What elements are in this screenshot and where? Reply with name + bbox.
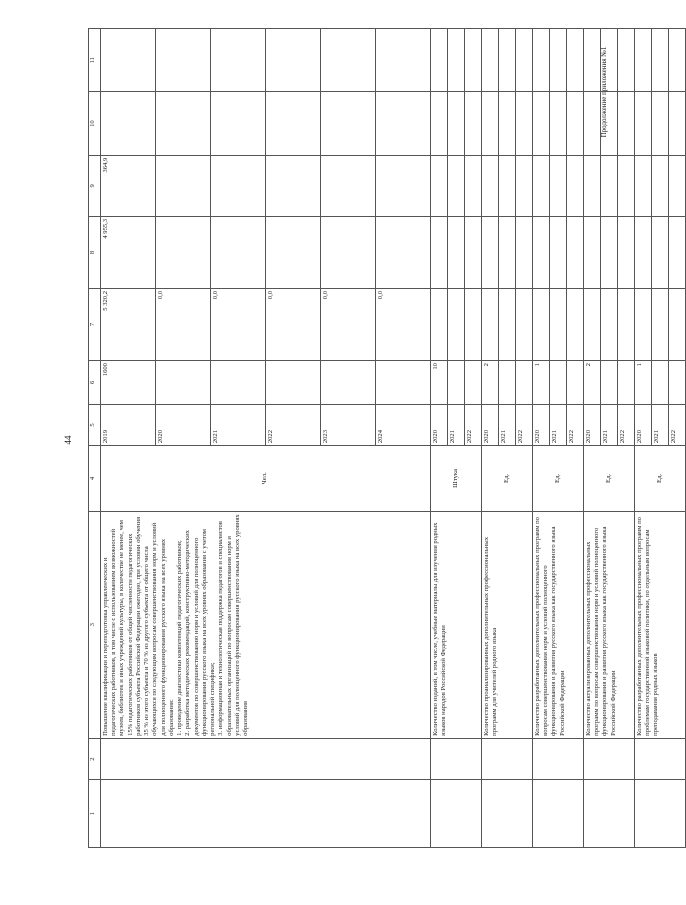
value-cell [448, 216, 465, 288]
value-cell [431, 155, 448, 216]
value-cell [533, 216, 550, 288]
indicator-text: Количество разработанных дополнительных профессиональных программ по вопросам совершенствования норм и условий полноценного функционирования и развития русского языка как государственного языка Российской Федерации [533, 511, 584, 738]
year-cell: 2021 [211, 404, 266, 445]
value-cell [266, 361, 321, 405]
value-cell [652, 29, 669, 92]
value-cell [101, 29, 156, 92]
value-cell [618, 29, 635, 92]
indicator-text: Количество актуализированных дополнительных профессиональных программ по вопросам совершенствования норм и условий полноценного функционирования и развития русского языка как государственного языка Российской Федерации [584, 511, 635, 738]
value-cell [499, 155, 516, 216]
value-cell [652, 361, 669, 405]
value-cell [601, 361, 618, 405]
value-cell [669, 29, 686, 92]
value-cell [618, 288, 635, 360]
value-cell [635, 155, 652, 216]
value-cell: 1600 [101, 361, 156, 405]
value-cell [448, 155, 465, 216]
year-cell: 2021 [550, 404, 567, 445]
value-cell: 1 [635, 361, 652, 405]
value-cell [211, 92, 266, 155]
value-cell [652, 92, 669, 155]
value-cell [482, 216, 499, 288]
blank-cell [635, 738, 686, 779]
value-cell [499, 216, 516, 288]
value-cell: 0,0 [266, 288, 321, 360]
value-cell: 0,0 [211, 288, 266, 360]
year-cell: 2023 [321, 404, 376, 445]
value-cell [211, 29, 266, 92]
year-cell: 2022 [266, 404, 321, 445]
year-cell: 2021 [601, 404, 618, 445]
header-cell: 9 [89, 155, 101, 216]
value-cell [465, 92, 482, 155]
value-cell [266, 92, 321, 155]
value-cell [465, 216, 482, 288]
value-cell [499, 361, 516, 405]
value-cell [431, 29, 448, 92]
value-cell [550, 288, 567, 360]
year-cell: 2019 [101, 404, 156, 445]
value-cell [533, 29, 550, 92]
value-cell [516, 288, 533, 360]
header-cell: 2 [89, 738, 101, 779]
unit-cell: Чел. [101, 446, 431, 512]
value-cell [516, 155, 533, 216]
value-cell [584, 155, 601, 216]
value-cell [516, 361, 533, 405]
value-cell [584, 288, 601, 360]
blank-cell [101, 780, 431, 848]
value-cell [635, 29, 652, 92]
value-cell: 2 [482, 361, 499, 405]
value-cell [533, 92, 550, 155]
value-cell [618, 216, 635, 288]
value-cell [465, 288, 482, 360]
value-cell [669, 92, 686, 155]
value-cell [321, 29, 376, 92]
indicator-text: Количество изданий, в том числе, учебные материалы для изучения родных языков народов Российской Федерации [431, 511, 482, 738]
blank-cell [101, 738, 431, 779]
year-cell: 2022 [516, 404, 533, 445]
unit-cell: Ед. [635, 446, 686, 512]
blank-cell [482, 780, 533, 848]
value-cell [499, 29, 516, 92]
year-cell: 2020 [635, 404, 652, 445]
year-cell: 2020 [156, 404, 211, 445]
blank-cell [431, 738, 482, 779]
value-cell: 0,0 [321, 288, 376, 360]
blank-cell [533, 780, 584, 848]
value-cell: 10 [431, 361, 448, 405]
value-cell [635, 216, 652, 288]
value-cell [101, 92, 156, 155]
value-cell [266, 29, 321, 92]
value-cell [448, 92, 465, 155]
value-cell [516, 216, 533, 288]
value-cell [635, 92, 652, 155]
year-cell: 2022 [669, 404, 686, 445]
value-cell [499, 92, 516, 155]
year-cell: 2021 [499, 404, 516, 445]
value-cell [156, 92, 211, 155]
value-cell [584, 29, 601, 92]
value-cell [618, 155, 635, 216]
value-cell [465, 29, 482, 92]
blank-cell [533, 738, 584, 779]
value-cell [550, 216, 567, 288]
value-cell [376, 29, 431, 92]
value-cell [601, 288, 618, 360]
value-cell [550, 155, 567, 216]
value-cell [567, 29, 584, 92]
value-cell [499, 288, 516, 360]
value-cell [533, 288, 550, 360]
value-cell [266, 155, 321, 216]
value-cell [482, 92, 499, 155]
document-table [88, 28, 686, 848]
value-cell [431, 288, 448, 360]
value-cell [618, 92, 635, 155]
value-cell [156, 361, 211, 405]
value-cell [482, 155, 499, 216]
value-cell: 0,0 [156, 288, 211, 360]
indicator-text: Повышение квалификации и переподготовка управленческих и педагогических работников, в том числе с использованием возможностей музеев, библиотек и иных учреждений культуры, в количестве не менее, чем 15% педагогических работников от общей численности педагогических работников субъекта Российской Федерации ежегодно, при условии обучения 35 % из этого субъекта и 70 % из другого субъекта от общего числа обучающихся по следующим вопросам совершенствования норм и условий для полноценного функционирования русского языка на всех уровнях образования: 1. проведение диагностики компетенций педагогических работников; 2. разработка методических рекомендаций, конструктивно-методических документов по совершенствованию норм и условий для полноценного функционирования русского языка на всех уровнях образования с учетом региональной специфики; 3. информационная и технологическая поддержка педагогов и специалистов образовательных организаций по вопросам совершенствования норм и условий для полноценного функционирования русского языка на всех уровнях образования [101, 511, 431, 738]
blank-cell [584, 738, 635, 779]
value-cell [550, 361, 567, 405]
value-cell [156, 216, 211, 288]
header-cell: 3 [89, 511, 101, 738]
value-cell [266, 216, 321, 288]
value-cell [550, 92, 567, 155]
value-cell [448, 29, 465, 92]
blank-cell [482, 738, 533, 779]
value-cell [431, 216, 448, 288]
value-cell [669, 216, 686, 288]
year-cell: 2020 [482, 404, 499, 445]
year-cell: 2020 [584, 404, 601, 445]
year-cell: 2020 [533, 404, 550, 445]
table-row [431, 29, 448, 848]
value-cell [652, 288, 669, 360]
value-cell [601, 92, 618, 155]
value-cell [211, 216, 266, 288]
value-cell [669, 288, 686, 360]
unit-cell: Ед. [533, 446, 584, 512]
value-cell [211, 361, 266, 405]
value-cell [376, 216, 431, 288]
continuation-note: Продолжение приложения №1 [600, 46, 608, 138]
header-cell: 5 [89, 404, 101, 445]
table-row [101, 29, 156, 848]
header-cell: 6 [89, 361, 101, 405]
value-cell [465, 361, 482, 405]
value-cell: 2 [584, 361, 601, 405]
table-row [635, 29, 652, 848]
unit-cell: Ед. [482, 446, 533, 512]
value-cell [584, 92, 601, 155]
indicator-text: Количество разработанных дополнительных профессиональных программ по проблемам государственной языковой политики, по отдельным вопросам преподавания родных языков [635, 511, 686, 738]
value-cell [567, 288, 584, 360]
value-cell [156, 155, 211, 216]
value-cell [156, 29, 211, 92]
indicator-text: Количество проанализированных дополнительных профессиональных программ для учителей родного языка [482, 511, 533, 738]
header-cell: 7 [89, 288, 101, 360]
header-cell: 8 [89, 216, 101, 288]
value-cell [321, 155, 376, 216]
value-cell [448, 288, 465, 360]
value-cell [567, 92, 584, 155]
column-number-row [89, 29, 101, 848]
blank-cell [431, 780, 482, 848]
year-cell: 2022 [465, 404, 482, 445]
value-cell [516, 29, 533, 92]
value-cell: 4 955,3 [101, 216, 156, 288]
value-cell [321, 92, 376, 155]
value-cell [567, 361, 584, 405]
page-number: 44 [63, 435, 73, 445]
value-cell [482, 29, 499, 92]
year-cell: 2022 [618, 404, 635, 445]
value-cell [652, 155, 669, 216]
year-cell: 2021 [448, 404, 465, 445]
year-cell: 2020 [431, 404, 448, 445]
value-cell [669, 155, 686, 216]
blank-cell [635, 780, 686, 848]
value-cell: 1 [533, 361, 550, 405]
table-row [533, 29, 550, 848]
value-cell [376, 155, 431, 216]
blank-cell [584, 780, 635, 848]
value-cell: 364,9 [101, 155, 156, 216]
value-cell [652, 216, 669, 288]
value-cell [321, 361, 376, 405]
value-cell [584, 216, 601, 288]
value-cell [550, 29, 567, 92]
value-cell: 0,0 [376, 288, 431, 360]
value-cell [321, 216, 376, 288]
value-cell [601, 29, 618, 92]
header-cell: 11 [89, 29, 101, 92]
value-cell [635, 288, 652, 360]
value-cell [618, 361, 635, 405]
unit-cell: Штука [431, 446, 482, 512]
value-cell [533, 155, 550, 216]
header-cell: 4 [89, 446, 101, 512]
value-cell [601, 216, 618, 288]
value-cell [448, 361, 465, 405]
year-cell: 2024 [376, 404, 431, 445]
value-cell: 5 320,2 [101, 288, 156, 360]
value-cell [516, 92, 533, 155]
value-cell [376, 361, 431, 405]
value-cell [567, 216, 584, 288]
header-cell: 10 [89, 92, 101, 155]
value-cell [431, 92, 448, 155]
value-cell [567, 155, 584, 216]
table-row [482, 29, 499, 848]
header-cell: 1 [89, 780, 101, 848]
table-row [584, 29, 601, 848]
value-cell [465, 155, 482, 216]
value-cell [211, 155, 266, 216]
year-cell: 2022 [567, 404, 584, 445]
unit-cell: Ед. [584, 446, 635, 512]
year-cell: 2021 [652, 404, 669, 445]
value-cell [482, 288, 499, 360]
value-cell [601, 155, 618, 216]
value-cell [376, 92, 431, 155]
value-cell [669, 361, 686, 405]
